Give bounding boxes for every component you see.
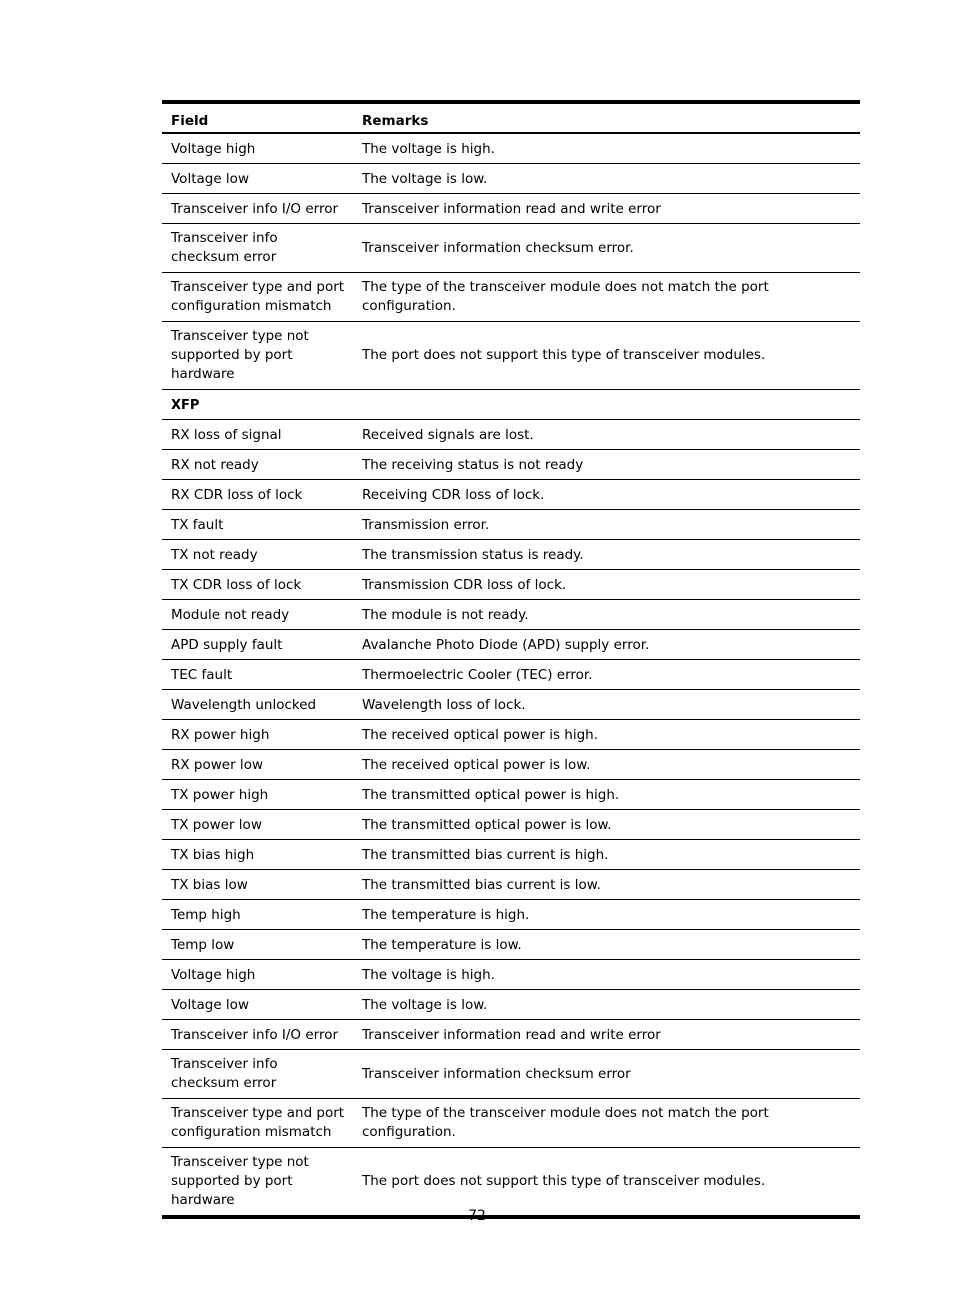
table-header-row [162,102,860,133]
field-cell: Transceiver info checksum error [162,224,353,273]
table-body [162,133,860,1217]
field-cell: RX power low [162,750,353,780]
table-row [162,780,860,810]
remarks-cell: The voltage is low. [353,164,860,194]
field-cell: TX not ready [162,540,353,570]
field-cell: Transceiver info I/O error [162,1020,353,1050]
remarks-cell: The type of the transceiver module does not match the port configuration. [353,1099,860,1148]
page-number: 72 [468,1208,486,1224]
field-cell: Voltage low [162,990,353,1020]
field-cell: RX loss of signal [162,420,353,450]
remarks-cell: Thermoelectric Cooler (TEC) error. [353,660,860,690]
remarks-cell: Wavelength loss of lock. [353,690,860,720]
table-row [162,600,860,630]
table-row [162,540,860,570]
table-row [162,322,860,390]
remarks-cell: Avalanche Photo Diode (APD) supply error. [353,630,860,660]
remarks-cell: The transmission status is ready. [353,540,860,570]
remarks-cell: Receiving CDR loss of lock. [353,480,860,510]
remarks-cell: Transceiver information read and write error [353,1020,860,1050]
field-cell: Temp high [162,900,353,930]
remarks-cell: The port does not support this type of transceiver modules. [353,322,860,390]
remarks-cell: Transceiver information checksum error [353,1050,860,1099]
remarks-cell: The module is not ready. [353,600,860,630]
field-remarks-table [162,100,860,1219]
remarks-cell: The port does not support this type of transceiver modules. [362,1173,766,1189]
table-row [162,960,860,990]
remarks-cell: Transmission CDR loss of lock. [353,570,860,600]
table-row [162,660,860,690]
remarks-cell: The receiving status is not ready [353,450,860,480]
table-row [162,870,860,900]
table-row [162,810,860,840]
field-cell: Transceiver type and port configuration mismatch [162,273,353,322]
remarks-cell: The received optical power is high. [353,720,860,750]
remarks-cell: Received signals are lost. [353,420,860,450]
remarks-cell: Transceiver information read and write error [353,194,860,224]
table-row [162,1020,860,1050]
table-row [162,480,860,510]
field-cell: RX not ready [162,450,353,480]
remarks-cell: The type of the transceiver module does not match the port configuration. [353,273,860,322]
field-cell: Transceiver type not supported by port hardware [171,1154,309,1208]
table-row [162,750,860,780]
field-cell: Voltage low [162,164,353,194]
remarks-cell: Transmission error. [353,510,860,540]
table-row [162,570,860,600]
table-row [162,164,860,194]
field-cell: TX CDR loss of lock [162,570,353,600]
remarks-cell: The voltage is low. [353,990,860,1020]
table-row [162,1099,860,1148]
table-row [162,630,860,660]
table-row [162,900,860,930]
section-label: XFP [162,390,860,420]
field-cell: Temp low [162,930,353,960]
field-cell: RX CDR loss of lock [162,480,353,510]
field-cell: Voltage high [162,960,353,990]
field-cell: APD supply fault [162,630,353,660]
remarks-cell: The transmitted bias current is low. [353,870,860,900]
field-cell: TX power low [162,810,353,840]
table-row [162,1148,860,1218]
remarks-cell: The temperature is high. [353,900,860,930]
field-cell: Module not ready [162,600,353,630]
table-row [162,1050,860,1099]
column-header-remarks: Remarks [353,102,860,133]
table-row [162,690,860,720]
table-row [162,273,860,322]
field-cell: TX power high [162,780,353,810]
remarks-cell: The received optical power is low. [353,750,860,780]
field-cell: Transceiver type not supported by port hardware [162,322,353,390]
section-row [162,390,860,420]
remarks-cell: The transmitted optical power is high. [353,780,860,810]
table-row [162,840,860,870]
remarks-cell: The transmitted optical power is low. [353,810,860,840]
field-cell: TX bias high [162,840,353,870]
remarks-cell: Transceiver information checksum error. [353,224,860,273]
table-row [162,720,860,750]
field-cell: TEC fault [162,660,353,690]
field-cell: Transceiver type and port configuration mismatch [162,1099,353,1148]
field-cell: TX bias low [162,870,353,900]
table-row [162,133,860,164]
field-cell: Voltage high [162,133,353,164]
field-cell: Wavelength unlocked [162,690,353,720]
table-row [162,194,860,224]
field-cell: RX power high [162,720,353,750]
field-cell: Transceiver info I/O error [162,194,353,224]
column-header-field: Field [162,102,353,133]
field-cell: TX fault [162,510,353,540]
table-row [162,930,860,960]
remarks-cell: The temperature is low. [353,930,860,960]
table-row [162,450,860,480]
table-row [162,224,860,273]
remarks-cell: The transmitted bias current is high. [353,840,860,870]
table-row [162,510,860,540]
field-cell: Transceiver info checksum error [162,1050,353,1099]
table-row [162,990,860,1020]
remarks-cell: The voltage is high. [353,960,860,990]
remarks-cell: The voltage is high. [353,133,860,164]
table-row [162,420,860,450]
